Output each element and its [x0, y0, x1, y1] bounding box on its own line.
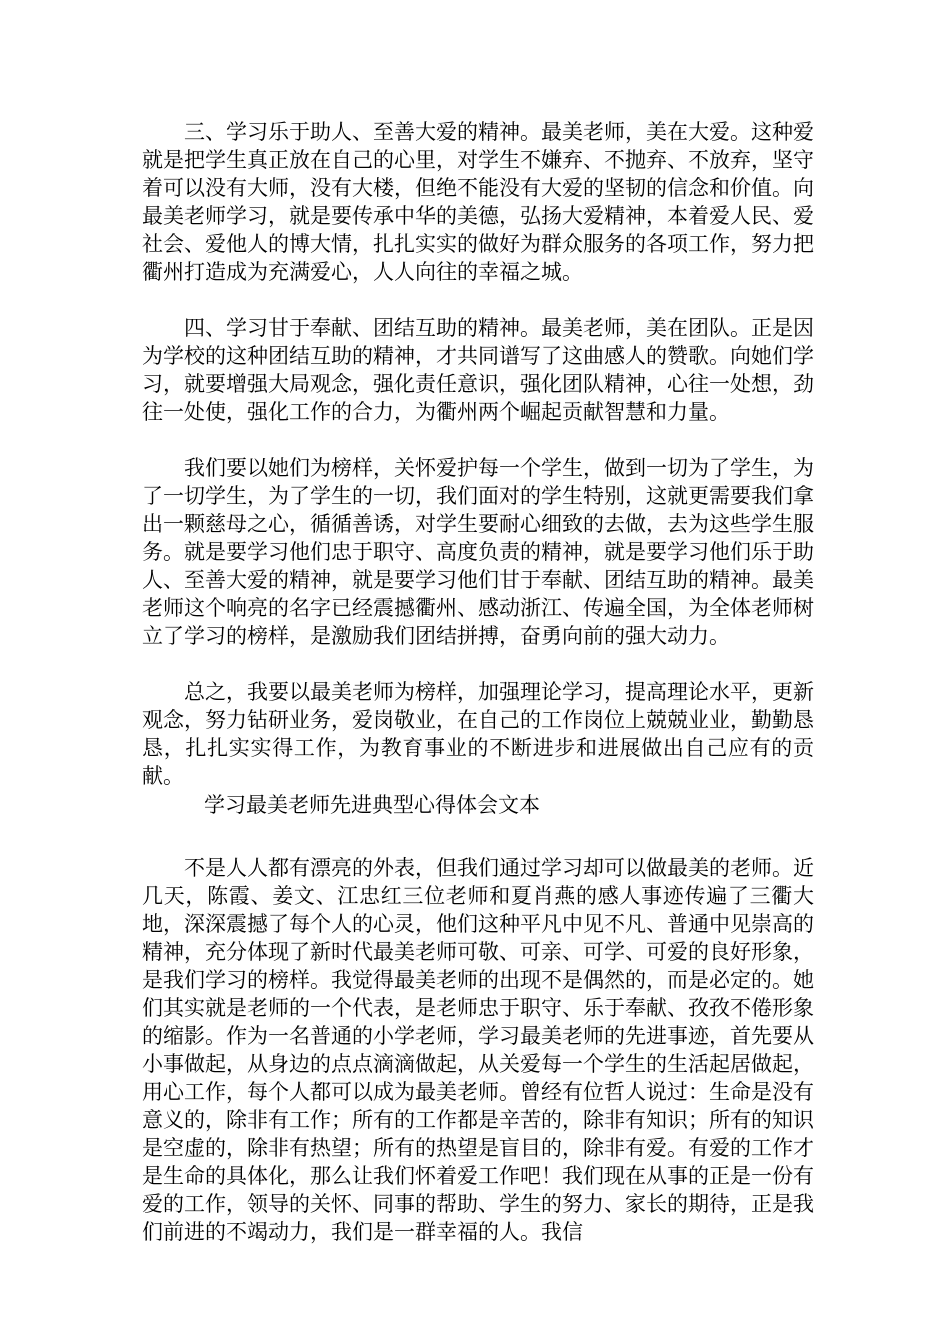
document-body [142, 118, 814, 1246]
paragraph-reflection: 不是人人都有漂亮的外表，但我们通过学习却可以做最美的老师。近几天，陈霞、姜文、江忠红三位老师和夏肖燕的感人事迹传遍了三衢大地，深深震撼了每个人的心灵，他们这种平凡中见不凡、普通中见崇高的精神，充分体现了新时代最美老师可敬、可亲、可学、可爱的良好形象，是我们学习的榜样。我觉得最美老师的出现不是偶然的，而是必定的。她们其实就是老师的一个代表，是老师忠于职守、乐于奉献、孜孜不倦形象的缩影。作为一名普通的小学老师，学习最美老师的先进事迹，首先要从小事做起，从身边的点点滴滴做起，从关爱每一个学生的生活起居做起，用心工作，每个人都可以成为最美老师。曾经有位哲人说过：生命是没有意义的，除非有工作；所有的工作都是辛苦的，除非有知识；所有的知识是空虚的，除非有热望；所有的热望是盲目的，除非有爱。有爱的工作才是生命的具体化，那么让我们怀着爱工作吧！我们现在从事的正是一份有爱的工作，领导的关怀、同事的帮助、学生的努力、家长的期待，正是我们前进的不竭动力，我们是一群幸福的人。我信 [142, 856, 814, 1244]
paragraph-conclusion: 总之，我要以最美老师为榜样，加强理论学习，提高理论水平，更新观念，努力钻研业务，爱岗敬业，在自己的工作岗位上兢兢业业，勤勤恳恳，扎扎实实得工作，为教育事业的不断进步和进展做出自己应有的贡献。 [142, 680, 814, 788]
paragraph-spirit-of-love: 三、学习乐于助人、至善大爱的精神。最美老师，美在大爱。这种爱就是把学生真正放在自己的心里，对学生不嫌弃、不抛弃、不放弃，坚守着可以没有大师，没有大楼，但绝不能没有大爱的坚韧的信念和价值。向最美老师学习，就是要传承中华的美德，弘扬大爱精神，本着爱人民、爱社会、爱他人的博大情，扎扎实实的做好为群众服务的各项工作，努力把衢州打造成为充满爱心，人人向往的幸福之城。 [142, 120, 814, 284]
section-title: 学习最美老师先进典型心得体会文本 [204, 793, 540, 817]
paragraph-spirit-of-teamwork: 四、学习甘于奉献、团结互助的精神。最美老师，美在团队。正是因为学校的这种团结互助的精神，才共同谱写了这曲感人的赞歌。向她们学习，就要增强大局观念，强化责任意识，强化团队精神，心往一处想，劲往一处使，强化工作的合力，为衢州两个崛起贡献智慧和力量。 [142, 316, 814, 424]
paragraph-role-model: 我们要以她们为榜样，关怀爱护每一个学生，做到一切为了学生，为了一切学生，为了学生的一切，我们面对的学生特别，这就更需要我们拿出一颗慈母之心，循循善诱，对学生要耐心细致的去做，去为这些学生服务。就是要学习他们忠于职守、高度负责的精神，就是要学习他们乐于助人、至善大爱的精神，就是要学习他们甘于奉献、团结互助的精神。最美老师这个响亮的名字已经震撼衢州、感动浙江、传遍全国，为全体老师树立了学习的榜样，是激励我们团结拼搏，奋勇向前的强大动力。 [142, 456, 814, 648]
